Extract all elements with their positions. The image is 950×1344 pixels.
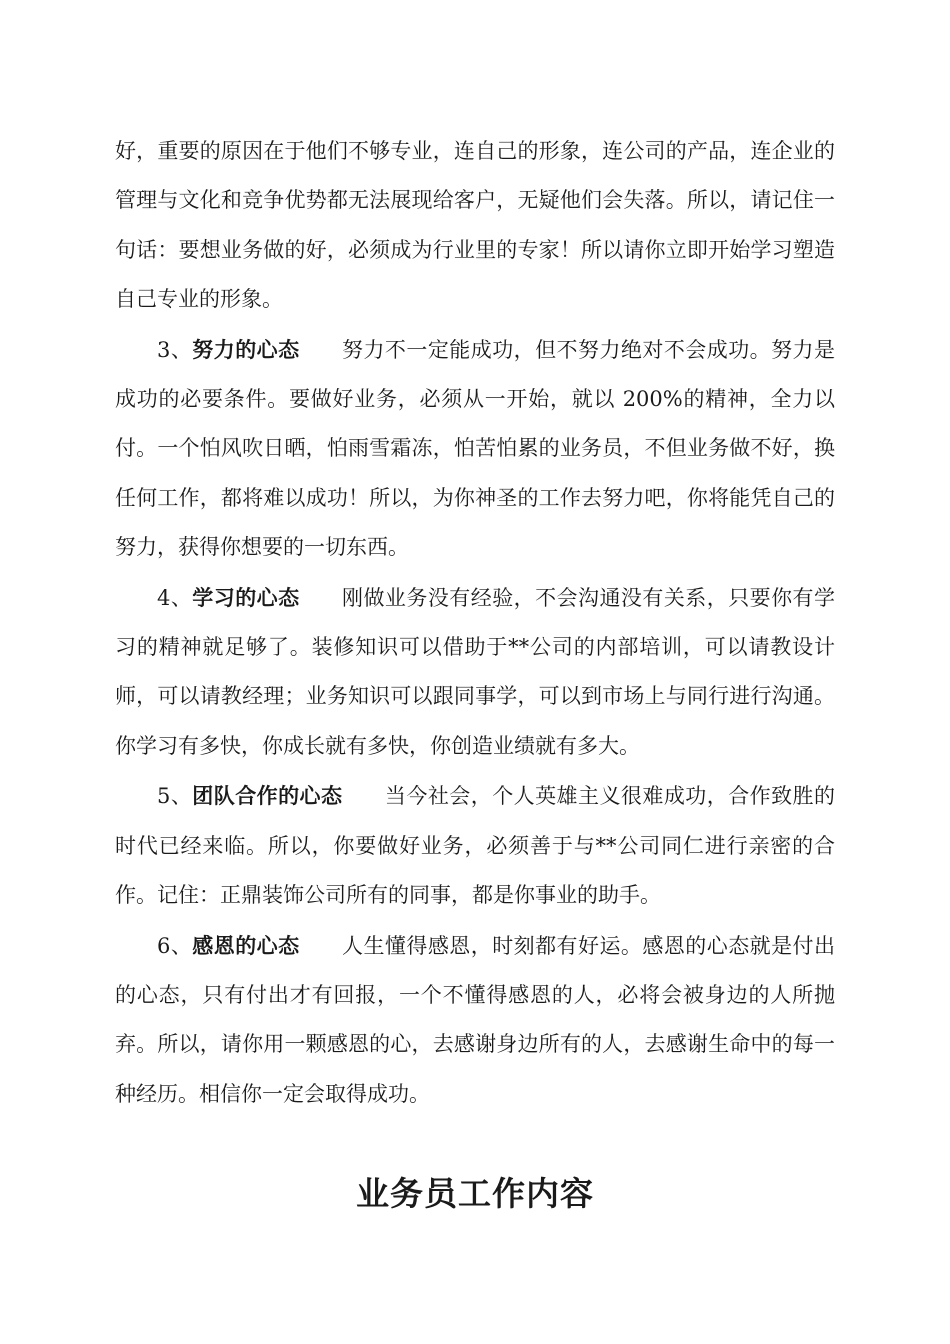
paragraph-number: 3、	[157, 337, 193, 362]
paragraph-text: 人生懂得感恩，时刻都有好运。感恩的心态就是付出的心态，只有付出才有回报，一个不懂得感恩的人，必将会被身边的人所抛弃。所以，请你用一颗感恩的心，去感谢身边所有的人，去感谢生命中的每一种经历。相信你一定会取得成功。	[115, 933, 836, 1106]
section-title: 业务员工作内容	[356, 1174, 594, 1213]
paragraph-text: 努力不一定能成功，但不努力绝对不会成功。努力是成功的必要条件。要做好业务，必须从一开始，就以 200%的精神，全力以付。一个怕风吹日晒，怕雨雪霜冻，怕苦怕累的业务员，不但业务做不好，换任何工作，都将难以成功！所以，为你神圣的工作去努力吧，你将能凭自己的努力，获得你想要的一切东西。	[115, 337, 836, 560]
paragraph-text: 当今社会，个人英雄主义很难成功，合作致胜的时代已经来临。所以，你要做好业务，必须善于与**公司同仁进行亲密的合作。记住：正鼎装饰公司所有的同事，都是你事业的助手。	[115, 784, 836, 908]
document-body	[115, 127, 835, 1119]
paragraph-heading: 团队合作的心态	[192, 783, 343, 809]
paragraph-learning-mindset	[115, 573, 835, 772]
paragraph-text: 刚做业务没有经验，不会沟通没有关系，只要你有学习的精神就足够了。装修知识可以借助于**公司的内部培训，可以请教设计师，可以请教经理；业务知识可以跟同事学，可以到市场上与同行进行沟通。你学习有多快，你成长就有多快，你创造业绩就有多大。	[115, 585, 836, 758]
paragraph-number: 4、	[157, 585, 193, 610]
paragraph-number: 5、	[157, 784, 193, 809]
paragraph-teamwork-mindset	[115, 771, 835, 920]
paragraph-number: 6、	[157, 933, 193, 958]
paragraph-continuation	[115, 127, 835, 325]
paragraph-effort-mindset	[115, 325, 835, 573]
paragraph-heading: 努力的心态	[192, 336, 300, 362]
paragraph-gratitude-mindset	[115, 921, 835, 1120]
paragraph-text: 好，重要的原因在于他们不够专业，连自己的形象，连公司的产品，连企业的管理与文化和竞争优势都无法展现给客户，无疑他们会失落。所以，请记住一句话：要想业务做的好，必须成为行业里的专家！所以请你立即开始学习塑造自己专业的形象。	[115, 139, 835, 312]
paragraph-heading: 学习的心态	[192, 584, 300, 610]
paragraph-heading: 感恩的心态	[192, 932, 300, 958]
